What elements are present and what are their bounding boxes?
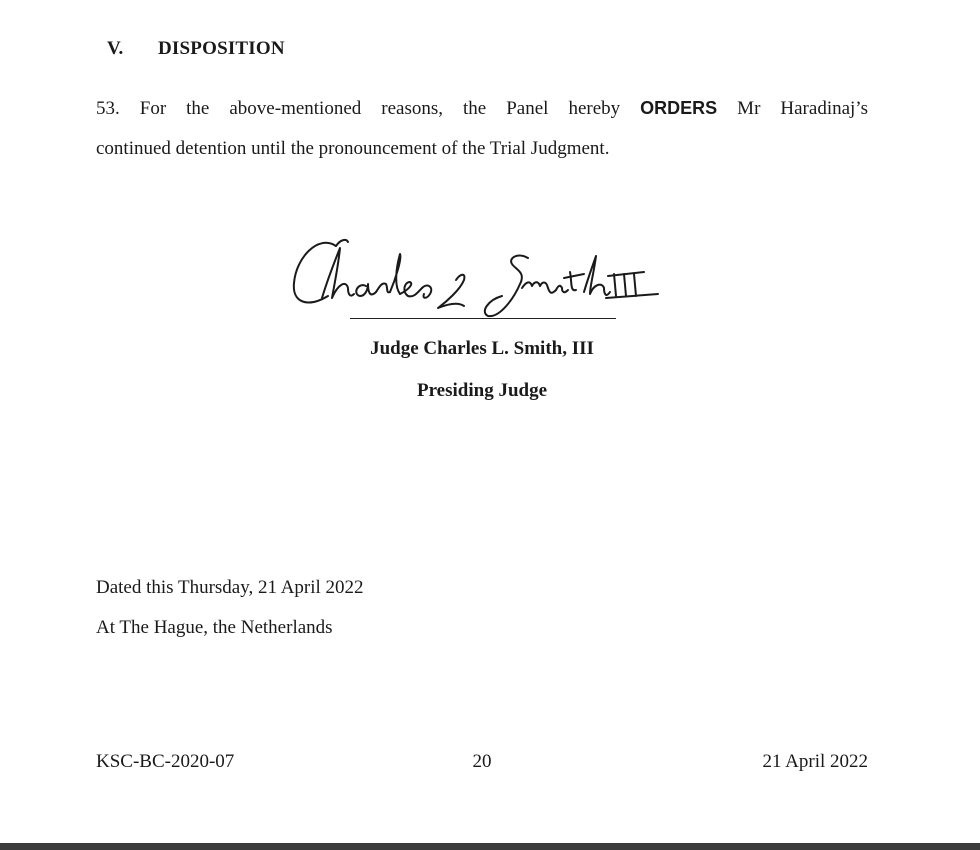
dated-line: Dated this Thursday, 21 April 2022 [96, 577, 364, 598]
paragraph-text-before: 53. For the above-mentioned reasons, the Panel hereby [96, 98, 641, 119]
disposition-paragraph [96, 88, 868, 169]
section-heading [107, 38, 285, 60]
section-number: V. [107, 38, 124, 59]
place-line: At The Hague, the Netherlands [96, 617, 333, 638]
viewer-bottom-bar [0, 843, 980, 850]
section-title: DISPOSITION [158, 38, 285, 59]
handwritten-signature [288, 228, 668, 323]
judge-title: Presiding Judge [416, 380, 548, 401]
orders-emphasis: ORDERS [640, 98, 718, 118]
signature-line [350, 318, 616, 319]
footer-case-number: KSC-BC-2020-07 [96, 751, 235, 772]
paragraph-line-2: continued detention until the pronouncement of the Trial Judgment. [96, 138, 610, 159]
footer-date: 21 April 2022 [762, 751, 868, 772]
paragraph-line-1 [96, 88, 868, 129]
paragraph-text-after: Mr Haradinaj’s [717, 98, 868, 119]
judge-name: Judge Charles L. Smith, III [370, 338, 594, 359]
footer-page-number: 20 [472, 751, 492, 772]
